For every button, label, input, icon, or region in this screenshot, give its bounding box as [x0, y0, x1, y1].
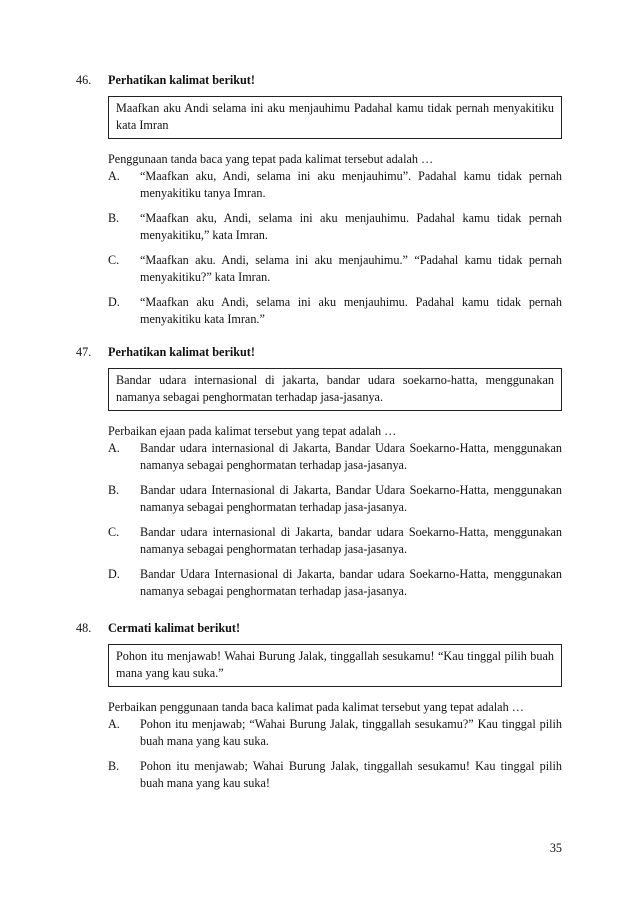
question-46 — [76, 72, 562, 328]
option-letter: A. — [108, 169, 120, 183]
option-c — [108, 252, 562, 286]
question-prompt: Perbaikan ejaan pada kalimat tersebut yang tepat adalah … — [108, 424, 397, 438]
question-title: Perhatikan kalimat berikut! — [108, 345, 255, 359]
option-text: Pohon itu menjawab; Wahai Burung Jalak, tinggallah sesukamu! Kau tinggal pilih buah mana yang kau suka! — [140, 759, 562, 790]
quoted-sentence-box: Bandar udara internasional di jakarta, bandar udara soekarno-hatta, menggunakan namanya sebagai penghormatan terhadap jasa-jasanya. — [108, 368, 562, 411]
question-number: 46. — [76, 73, 92, 87]
option-text: Bandar udara internasional di Jakarta, bandar udara Soekarno-Hatta, menggunakan namanya sebagai penghormatan terhadap jasa-jasanya. — [140, 525, 562, 556]
option-a — [108, 168, 562, 202]
question-title: Perhatikan kalimat berikut! — [108, 73, 255, 87]
option-letter: D. — [108, 567, 120, 581]
question-47 — [76, 344, 562, 600]
question-header — [76, 72, 562, 89]
question-prompt: Perbaikan penggunaan tanda baca kalimat pada kalimat tersebut yang tepat adalah … — [108, 700, 524, 714]
question-48 — [76, 620, 562, 792]
page-number: 35 — [549, 841, 562, 855]
option-c — [108, 524, 562, 558]
option-b — [108, 210, 562, 244]
question-header — [76, 620, 562, 637]
option-letter: C. — [108, 525, 120, 539]
option-letter: B. — [108, 759, 120, 773]
option-letter: D. — [108, 295, 120, 309]
option-b — [108, 482, 562, 516]
question-title: Cermati kalimat berikut! — [108, 621, 241, 635]
option-letter: B. — [108, 211, 120, 225]
option-d — [108, 294, 562, 328]
option-text: “Maafkan aku Andi, selama ini aku menjauhimu. Padahal kamu tidak pernah menyakitiku kata Imran.” — [140, 295, 562, 326]
option-letter: C. — [108, 253, 120, 267]
option-d — [108, 566, 562, 600]
option-text: “Maafkan aku, Andi, selama ini aku menjauhimu. Padahal kamu tidak pernah menyakitiku,” kata Imran. — [140, 211, 562, 242]
option-a — [108, 440, 562, 474]
option-text: Bandar Udara Internasional di Jakarta, bandar udara Soekarno-Hatta, menggunakan namanya sebagai penghormatan terhadap jasa-jasanya. — [140, 567, 562, 598]
quoted-sentence-box: Maafkan aku Andi selama ini aku menjauhimu Padahal kamu tidak pernah menyakitiku kata Imran — [108, 96, 562, 139]
question-number: 47. — [76, 345, 92, 359]
option-text: “Maafkan aku. Andi, selama ini aku menjauhimu.” “Padahal kamu tidak pernah menyakitiku?” kata Imran. — [140, 253, 562, 284]
question-prompt: Penggunaan tanda baca yang tepat pada kalimat tersebut adalah … — [108, 152, 434, 166]
option-letter: B. — [108, 483, 120, 497]
option-letter: A. — [108, 717, 120, 731]
question-header — [76, 344, 562, 361]
option-text: “Maafkan aku, Andi, selama ini aku menjauhimu”. Padahal kamu tidak pernah menyakitiku tanya Imran. — [140, 169, 562, 200]
option-b — [108, 758, 562, 792]
option-a — [108, 716, 562, 750]
question-number: 48. — [76, 621, 92, 635]
option-text: Bandar udara Internasional di Jakarta, Bandar Udara Soekarno-Hatta, menggunakan namanya sebagai penghormatan terhadap jasa-jasanya. — [140, 483, 562, 514]
option-letter: A. — [108, 441, 120, 455]
option-text: Bandar udara internasional di Jakarta, Bandar Udara Soekarno-Hatta, menggunakan namanya sebagai penghormatan terhadap jasa-jasanya. — [140, 441, 562, 472]
option-text: Pohon itu menjawab; “Wahai Burung Jalak, tinggallah sesukamu?” Kau tinggal pilih buah mana yang kau suka. — [140, 717, 562, 748]
quoted-sentence-box: Pohon itu menjawab! Wahai Burung Jalak, tinggallah sesukamu! “Kau tinggal pilih buah mana yang kau suka.” — [108, 644, 562, 687]
